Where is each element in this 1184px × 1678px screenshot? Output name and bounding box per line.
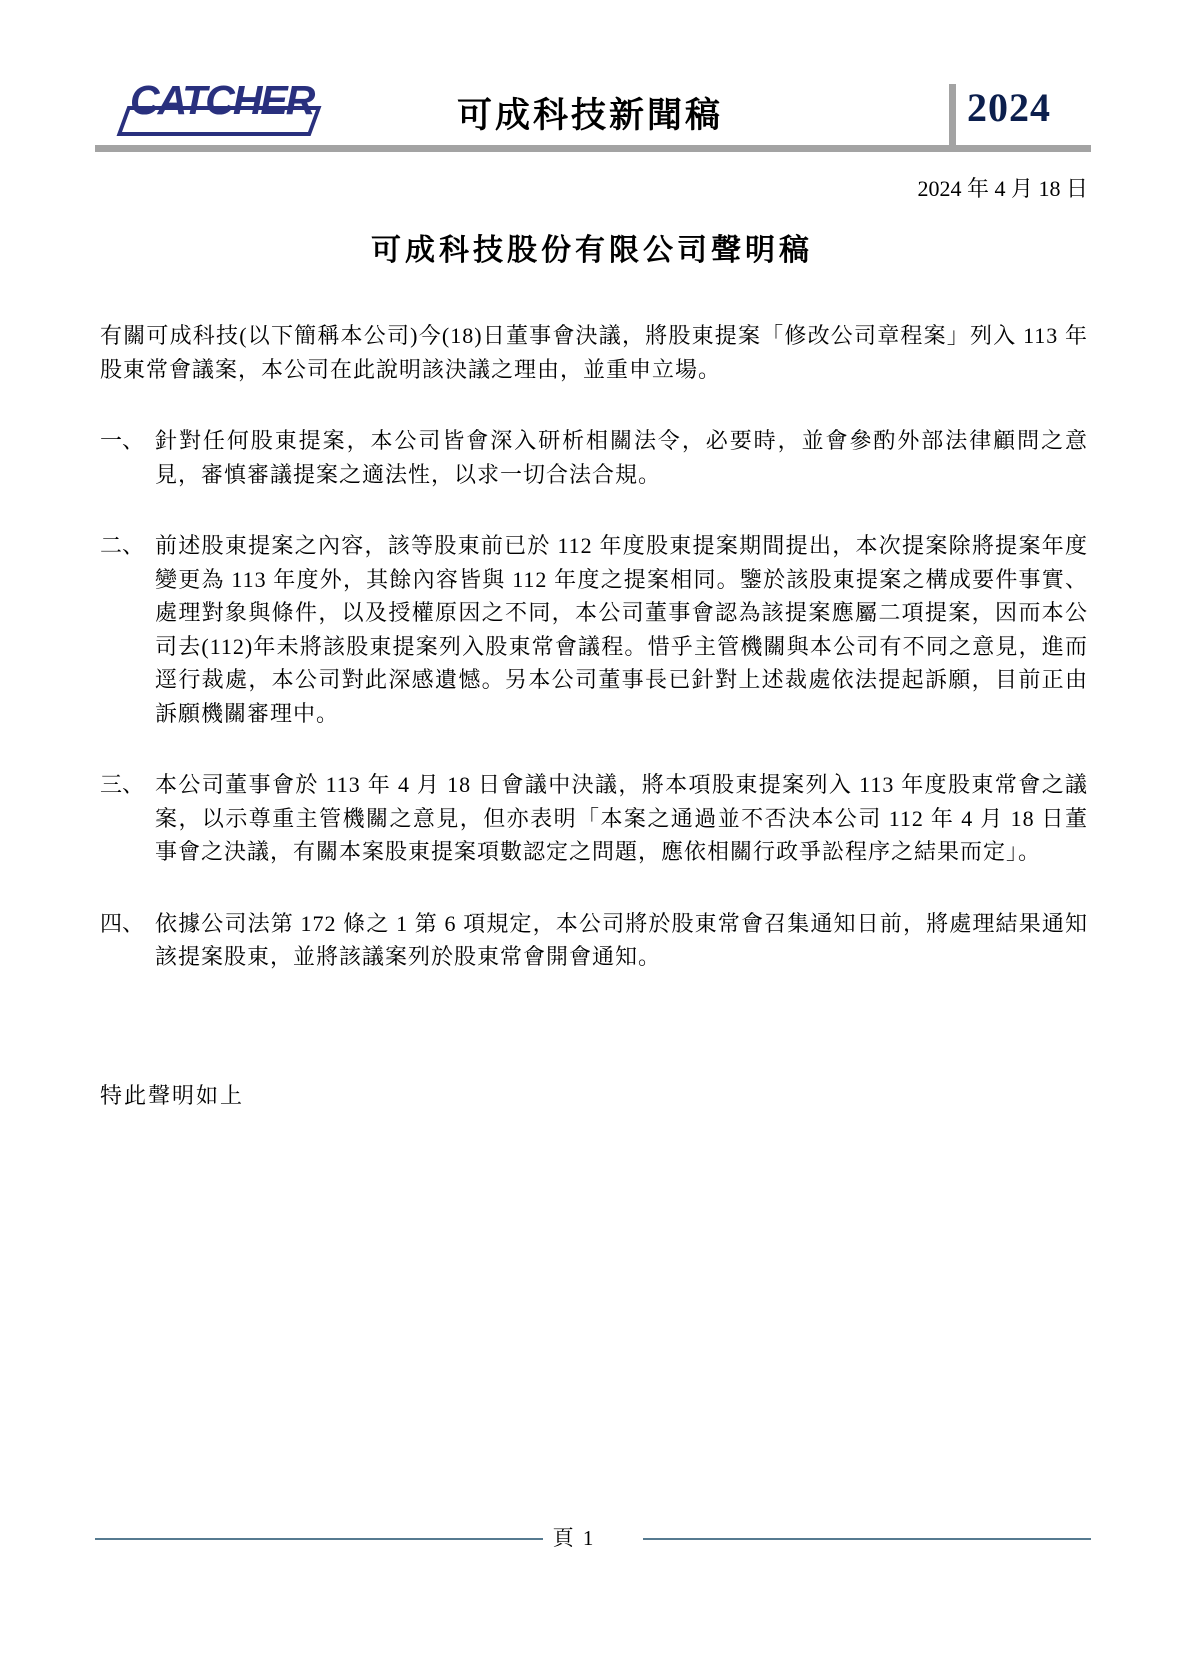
header-rule	[95, 145, 1091, 152]
page-number: 頁 1	[552, 1526, 596, 1550]
statement-item-4	[100, 907, 1088, 974]
item-text: 針對任何股東提案，本公司皆會深入研析相關法令，必要時，並會參酌外部法律顧問之意見，審慎審議提案之適法性，以求一切合法合規。	[155, 428, 1088, 487]
date-line: 2024 年 4 月 18 日	[917, 176, 1088, 201]
statement-item-1	[100, 424, 1088, 491]
item-text: 本公司董事會於 113 年 4 月 18 日會議中決議，將本項股東提案列入 113 年度股東常會之議案，以示尊重主管機關之意見，但亦表明「本案之通過並不否決本公司 112 年 4 月 18 日董事會之決議，有關本案股東提案項數認定之問題，應依相關行政爭訟程序之結果而定」。	[155, 772, 1088, 864]
item-marker: 三、	[100, 772, 145, 797]
closing-line: 特此聲明如上	[100, 1082, 245, 1108]
year-divider-bar	[949, 84, 956, 145]
item-text: 依據公司法第 172 條之 1 第 6 項規定，本公司將於股東常會召集通知日前，將處理結果通知該提案股東，並將該議案列於股東常會開會通知。	[155, 910, 1088, 969]
footer-rule-right	[643, 1538, 1091, 1540]
catcher-logo-text: CATCHER	[130, 77, 314, 123]
newsletter-title: 可成科技新聞稿	[456, 96, 723, 135]
item-text: 前述股東提案之內容，該等股東前已於 112 年度股東提案期間提出，本次提案除將提案年度變更為 113 年度外，其餘內容皆與 112 年度之提案相同。鑒於該股東提案之構成要件事實、處理對象與條件，以及授權原因之不同，本公司董事會認為該提案應屬二項提案，因而本公司去(112)年未將該股東提案列入股東常會議程。惜乎主管機關與本公司有不同之意見，進而逕行裁處，本公司對此深感遺憾。另本公司董事長已針對上述裁處依法提起訴願，目前正由訴願機關審理中。	[155, 533, 1088, 726]
page-footer	[95, 1522, 1091, 1555]
document-body	[0, 319, 1184, 1112]
statement-item-2	[100, 529, 1088, 730]
year-label: 2024	[967, 85, 1051, 130]
statement-item-3	[100, 768, 1088, 869]
document-header	[0, 0, 1184, 152]
intro-paragraph: 有關可成科技(以下簡稱本公司)今(18)日董事會決議，將股東提案「修改公司章程案」列入 113 年股東常會議案，本公司在此說明該決議之理由，並重申立場。	[100, 323, 1088, 382]
document-title: 可成科技股份有限公司聲明稿	[371, 234, 813, 267]
item-marker: 二、	[100, 533, 145, 558]
item-marker: 一、	[100, 428, 145, 453]
catcher-logo	[118, 77, 336, 146]
footer-rule-left	[95, 1538, 543, 1540]
item-marker: 四、	[100, 910, 145, 936]
